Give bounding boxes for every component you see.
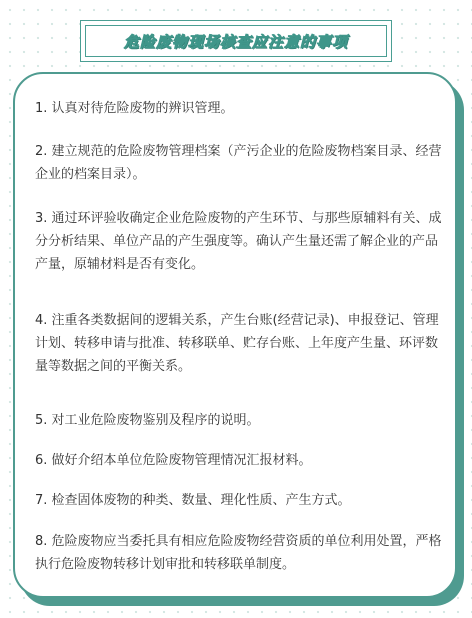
title-banner — [80, 20, 392, 62]
list-item-6: 6. 做好介绍本单位危险废物管理情况汇报材料。 — [35, 453, 312, 468]
list-item-8: 8. 危险废物应当委托具有相应危险废物经营资质的单位利用处置，严格执行危险废物转移计划审批和转移联单制度。 — [35, 534, 442, 572]
title-frame — [85, 25, 387, 57]
list-item-1: 1. 认真对待危险废物的辨识管理。 — [35, 101, 234, 116]
list-item-5: 5. 对工业危险废物鉴别及程序的说明。 — [35, 413, 260, 428]
list-item-3: 3. 通过环评验收确定企业危险废物的产生环节、与那些原辅料有关、成分分析结果、单位产品的产生强度等。确认产生量还需了解企业的产品产量，原辅材料是否有变化。 — [35, 211, 442, 272]
list-item-7: 7. 检查固体废物的种类、数量、理化性质、产生方式。 — [35, 493, 351, 508]
page-title: 危险废物现场核查应注意的事项 — [123, 32, 348, 51]
list-item-4: 4. 注重各类数据间的逻辑关系，产生台账(经营记录)、申报登记、管理计划、转移申请与批准、转移联单、贮存台账、上年度产生量、环评数量等数据之间的平衡关系。 — [35, 313, 439, 374]
list-item-2: 2. 建立规范的危险废物管理档案（产污企业的危险废物档案目录、经营企业的档案目录）。 — [35, 144, 442, 182]
